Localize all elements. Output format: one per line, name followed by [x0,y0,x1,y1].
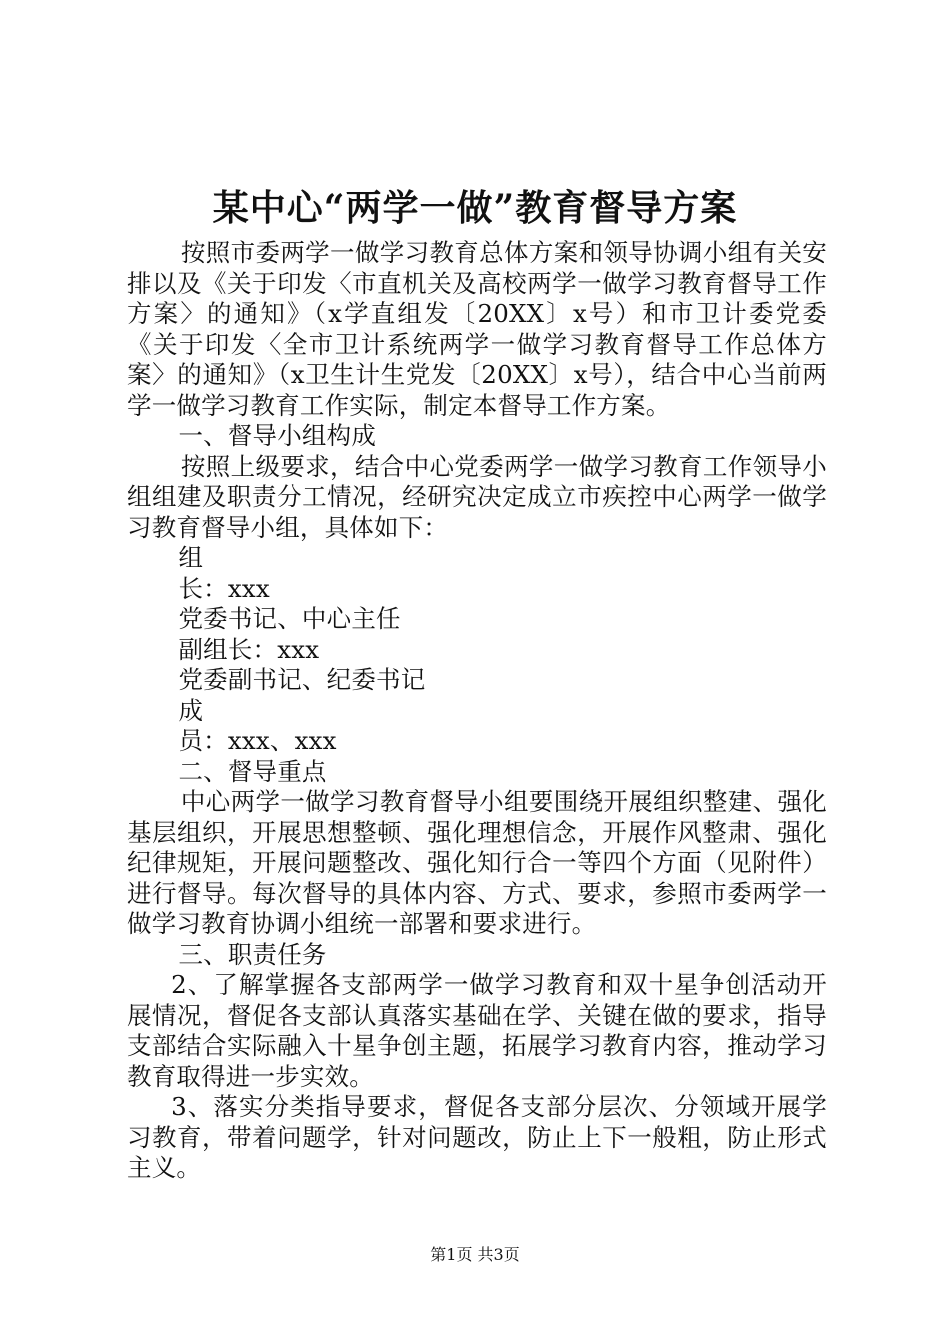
member-line: 党委副书记、纪委书记 [178,665,426,694]
member-line: 员：xxx、xxx [178,726,337,755]
section-heading-2: 二、督导重点 [178,756,327,786]
member-line: 副组长：xxx [178,634,320,664]
section-1-paragraph: 按照上级要求，结合中心党委两学一做学习教育工作领导小组组建及职责分工情况，经研究决定成立市疾控中心两学一做学习教育督导小组，具体如下： [127,451,827,542]
member-line: 组 [178,543,204,572]
section-heading-1: 一、督导小组构成 [178,421,377,450]
member-line: 成 [178,695,204,725]
section-3-item-3: 3、落实分类指导要求，督促各支部分层次、分领域开展学习教育，带着问题学，针对问题改，防止上下一般粗，防止形式主义。 [127,1092,827,1182]
document-body [127,238,827,1184]
section-2-paragraph: 中心两学一做学习教育督导小组要围绕开展组织整建、强化基层组织，开展思想整顿、强化理想信念，开展作风整肃、强化纪律规矩，开展问题整改、强化知行合一等四个方面（见附件）进行督导。每次督导的具体内容、方式、要求，参照市委两学一做学习教育协调小组统一部署和要求进行。 [127,787,827,938]
member-line: 长：xxx [178,573,270,603]
intro-paragraph: 按照市委两学一做学习教育总体方案和领导协调小组有关安排以及《关于印发〈市直机关及高校两学一做学习教育督导工作方案〉的通知》（x学直组发〔20XX〕x号）和市卫计委党委《关于印发〈全市卫计系统两学一做学习教育督导工作总体方案〉的通知》（x卫生计生党发〔20XX〕x号），结合中心当前两学一做学习教育工作实际，制定本督导工作方案。 [127,238,827,420]
page-footer: 第1页 共3页 [430,1245,520,1264]
section-3-item-2: 2、了解掌握各支部两学一做学习教育和双十星争创活动开展情况，督促各支部认真落实基础在学、关键在做的要求，指导支部结合实际融入十星争创主题，拓展学习教育内容，推动学习教育取得进一步实效。 [127,970,827,1091]
section-heading-3: 三、职责任务 [178,939,327,969]
member-line: 党委书记、中心主任 [178,604,401,633]
document-title: 某中心“两学一做”教育督导方案 [212,187,738,229]
